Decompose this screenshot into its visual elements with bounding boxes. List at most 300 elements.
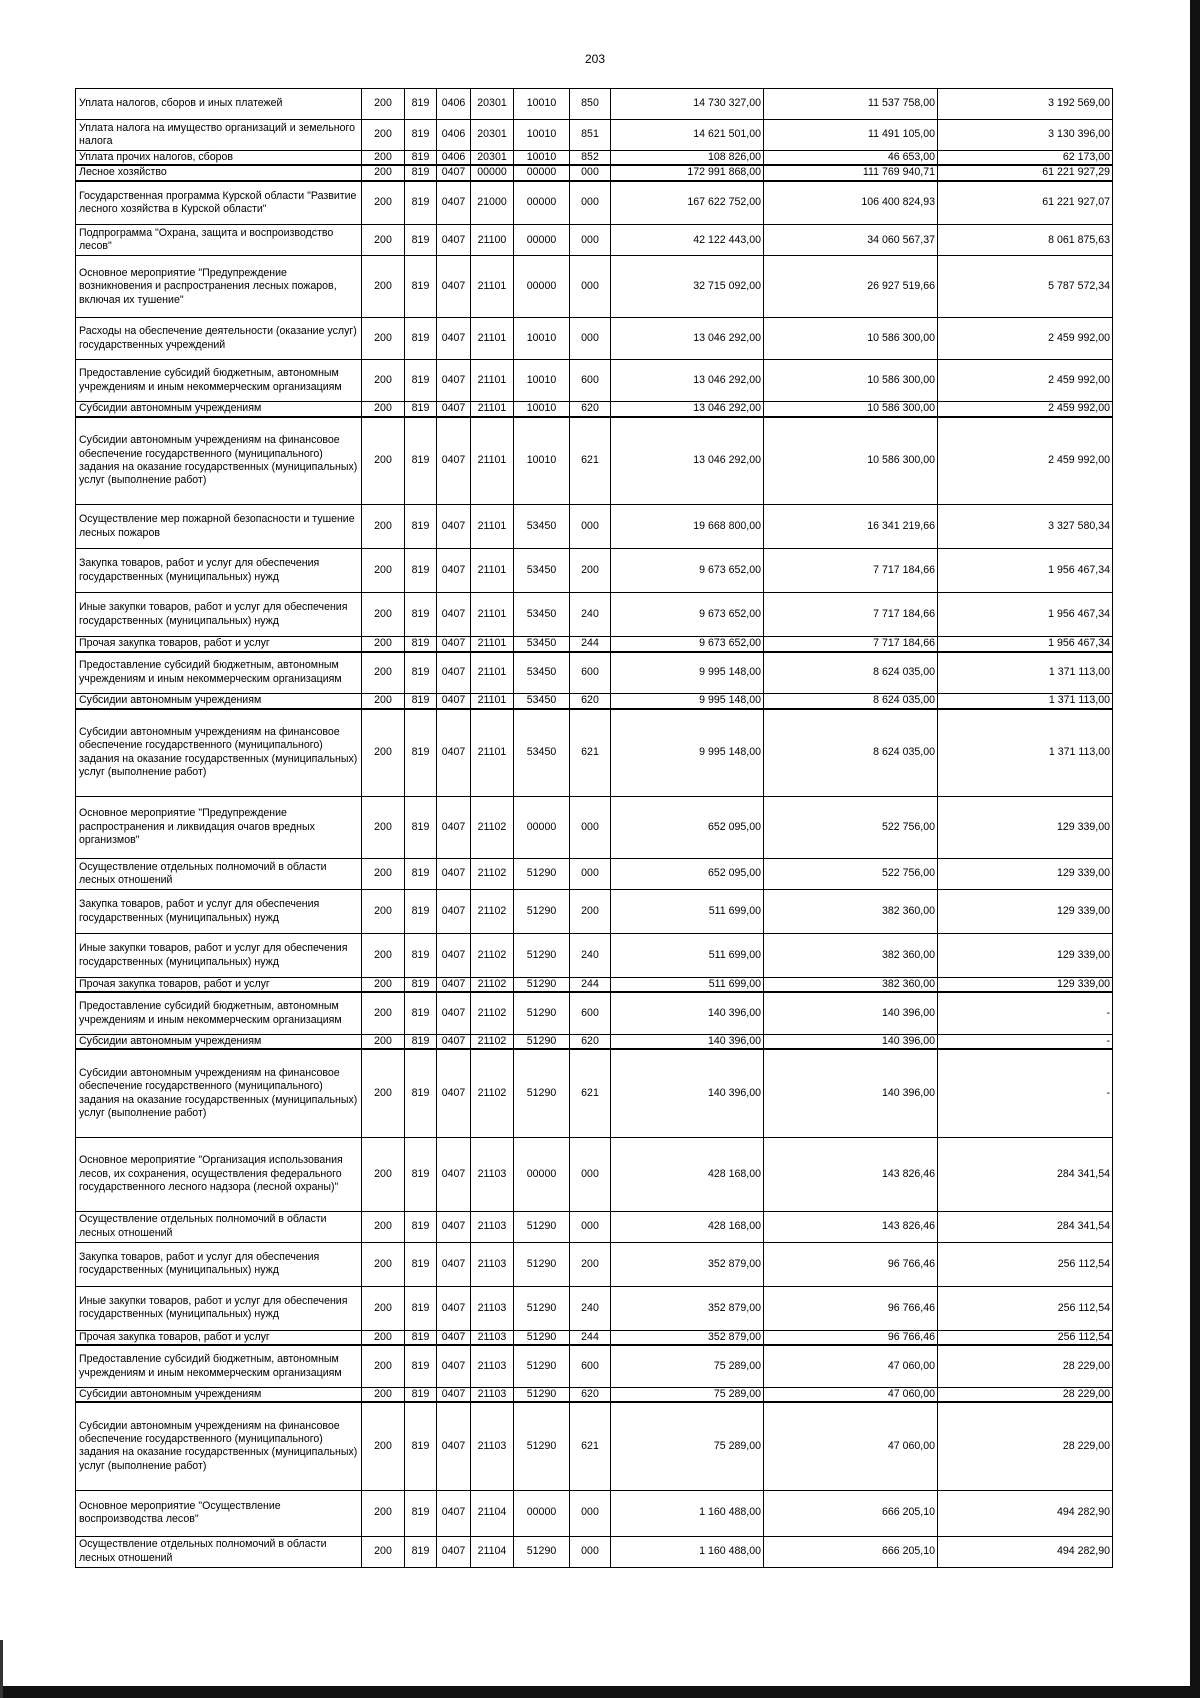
cell-amount-2: 11 491 105,00 xyxy=(764,120,938,151)
cell-name: Предоставление субсидий бюджетным, автономным учреждениям и иным некоммерческим организациям xyxy=(76,1345,362,1387)
cell-code-2: 819 xyxy=(405,225,437,256)
cell-code-2: 819 xyxy=(405,859,437,890)
cell-name: Основное мероприятие "Организация использования лесов, их сохранения, осуществления федерального государственного лесного надзора (лесной охраны)" xyxy=(76,1137,362,1211)
table-row xyxy=(76,318,1113,360)
cell-code-6: 621 xyxy=(570,1402,611,1490)
cell-code-3: 0407 xyxy=(437,890,471,934)
cell-name: Лесное хозяйство xyxy=(76,165,362,180)
cell-code-5: 53450 xyxy=(514,593,570,637)
cell-code-5: 51290 xyxy=(514,1330,570,1345)
cell-code-1: 200 xyxy=(362,1242,405,1286)
cell-code-3: 0407 xyxy=(437,1330,471,1345)
cell-name: Иные закупки товаров, работ и услуг для обеспечения государственных (муниципальных) нужд xyxy=(76,1286,362,1330)
table-row xyxy=(76,637,1113,652)
cell-code-5: 51290 xyxy=(514,1034,570,1049)
cell-code-4: 21102 xyxy=(471,934,514,978)
cell-code-2: 819 xyxy=(405,1402,437,1490)
cell-name: Субсидии автономным учреждениям xyxy=(76,694,362,709)
cell-code-3: 0407 xyxy=(437,694,471,709)
table-row xyxy=(76,505,1113,549)
cell-code-6: 600 xyxy=(570,1345,611,1387)
cell-code-2: 819 xyxy=(405,797,437,859)
cell-code-5: 10010 xyxy=(514,402,570,417)
cell-code-3: 0407 xyxy=(437,637,471,652)
cell-amount-1: 511 699,00 xyxy=(611,934,764,978)
cell-code-3: 0406 xyxy=(437,120,471,151)
cell-amount-1: 140 396,00 xyxy=(611,992,764,1034)
cell-code-6: 200 xyxy=(570,890,611,934)
cell-amount-3: 256 112,54 xyxy=(938,1330,1113,1345)
cell-name: Субсидии автономным учреждениям xyxy=(76,1387,362,1402)
cell-amount-2: 143 826,46 xyxy=(764,1211,938,1242)
cell-code-6: 000 xyxy=(570,181,611,225)
cell-amount-3: 3 130 396,00 xyxy=(938,120,1113,151)
cell-code-3: 0407 xyxy=(437,593,471,637)
cell-code-2: 819 xyxy=(405,978,437,993)
table-row xyxy=(76,89,1113,120)
cell-code-3: 0407 xyxy=(437,709,471,797)
cell-code-1: 200 xyxy=(362,593,405,637)
cell-name: Иные закупки товаров, работ и услуг для обеспечения государственных (муниципальных) нужд xyxy=(76,934,362,978)
cell-amount-3: - xyxy=(938,1049,1113,1137)
cell-amount-3: 5 787 572,34 xyxy=(938,256,1113,318)
cell-code-1: 200 xyxy=(362,1402,405,1490)
cell-code-4: 21102 xyxy=(471,890,514,934)
cell-code-2: 819 xyxy=(405,1536,437,1567)
cell-code-3: 0407 xyxy=(437,797,471,859)
cell-code-2: 819 xyxy=(405,890,437,934)
cell-code-5: 00000 xyxy=(514,165,570,180)
cell-code-1: 200 xyxy=(362,1536,405,1567)
scan-edge-right xyxy=(1190,0,1200,1698)
cell-code-5: 00000 xyxy=(514,1137,570,1211)
cell-name: Предоставление субсидий бюджетным, автономным учреждениям и иным некоммерческим организациям xyxy=(76,360,362,402)
cell-amount-1: 75 289,00 xyxy=(611,1345,764,1387)
cell-code-4: 21102 xyxy=(471,992,514,1034)
cell-code-2: 819 xyxy=(405,165,437,180)
table-row xyxy=(76,151,1113,166)
cell-amount-2: 46 653,00 xyxy=(764,151,938,166)
cell-amount-1: 9 995 148,00 xyxy=(611,652,764,694)
cell-code-2: 819 xyxy=(405,549,437,593)
cell-amount-1: 352 879,00 xyxy=(611,1242,764,1286)
table-row xyxy=(76,934,1113,978)
cell-code-6: 000 xyxy=(570,505,611,549)
cell-amount-2: 522 756,00 xyxy=(764,797,938,859)
cell-code-4: 21101 xyxy=(471,318,514,360)
cell-code-1: 200 xyxy=(362,637,405,652)
cell-code-5: 51290 xyxy=(514,1387,570,1402)
cell-name: Прочая закупка товаров, работ и услуг xyxy=(76,637,362,652)
cell-amount-3: 28 229,00 xyxy=(938,1345,1113,1387)
cell-amount-3: - xyxy=(938,992,1113,1034)
table-row xyxy=(76,1137,1113,1211)
cell-name: Субсидии автономным учреждениям на финансовое обеспечение государственного (муниципального) задания на оказание государственных (муниципальных) услуг (выполнение работ) xyxy=(76,1402,362,1490)
cell-code-5: 53450 xyxy=(514,694,570,709)
table-row xyxy=(76,709,1113,797)
cell-code-4: 21102 xyxy=(471,797,514,859)
cell-amount-2: 11 537 758,00 xyxy=(764,89,938,120)
cell-code-4: 21103 xyxy=(471,1242,514,1286)
table-row xyxy=(76,652,1113,694)
cell-code-5: 51290 xyxy=(514,890,570,934)
cell-name: Расходы на обеспечение деятельности (оказание услуг) государственных учреждений xyxy=(76,318,362,360)
cell-code-5: 53450 xyxy=(514,505,570,549)
cell-amount-2: 522 756,00 xyxy=(764,859,938,890)
cell-code-4: 21102 xyxy=(471,1049,514,1137)
cell-amount-2: 143 826,46 xyxy=(764,1137,938,1211)
cell-amount-1: 352 879,00 xyxy=(611,1330,764,1345)
cell-name: Закупка товаров, работ и услуг для обеспечения государственных (муниципальных) нужд xyxy=(76,1242,362,1286)
cell-code-5: 00000 xyxy=(514,797,570,859)
cell-code-1: 200 xyxy=(362,225,405,256)
cell-code-3: 0407 xyxy=(437,505,471,549)
cell-amount-2: 111 769 940,71 xyxy=(764,165,938,180)
cell-name: Предоставление субсидий бюджетным, автономным учреждениям и иным некоммерческим организациям xyxy=(76,652,362,694)
cell-code-2: 819 xyxy=(405,1137,437,1211)
cell-amount-1: 652 095,00 xyxy=(611,797,764,859)
cell-code-1: 200 xyxy=(362,151,405,166)
cell-code-1: 200 xyxy=(362,859,405,890)
cell-code-2: 819 xyxy=(405,1211,437,1242)
cell-code-4: 21101 xyxy=(471,549,514,593)
cell-code-6: 000 xyxy=(570,1536,611,1567)
cell-code-1: 200 xyxy=(362,992,405,1034)
cell-code-5: 00000 xyxy=(514,181,570,225)
cell-code-6: 600 xyxy=(570,992,611,1034)
budget-table xyxy=(75,88,1113,1568)
cell-amount-2: 8 624 035,00 xyxy=(764,652,938,694)
cell-amount-2: 47 060,00 xyxy=(764,1345,938,1387)
cell-code-6: 200 xyxy=(570,1242,611,1286)
cell-code-6: 620 xyxy=(570,1034,611,1049)
cell-code-6: 600 xyxy=(570,360,611,402)
cell-code-2: 819 xyxy=(405,1034,437,1049)
cell-code-4: 21101 xyxy=(471,709,514,797)
cell-code-3: 0407 xyxy=(437,1211,471,1242)
cell-amount-1: 14 621 501,00 xyxy=(611,120,764,151)
cell-code-2: 819 xyxy=(405,1242,437,1286)
cell-amount-3: 28 229,00 xyxy=(938,1402,1113,1490)
cell-name: Основное мероприятие "Предупреждение возникновения и распространения лесных пожаров, включая их тушение" xyxy=(76,256,362,318)
cell-code-5: 53450 xyxy=(514,637,570,652)
table-row xyxy=(76,890,1113,934)
cell-code-1: 200 xyxy=(362,1490,405,1536)
cell-name: Субсидии автономным учреждениям xyxy=(76,1034,362,1049)
cell-name: Осуществление мер пожарной безопасности и тушение лесных пожаров xyxy=(76,505,362,549)
cell-code-3: 0407 xyxy=(437,1034,471,1049)
cell-amount-3: 256 112,54 xyxy=(938,1286,1113,1330)
cell-code-6: 000 xyxy=(570,859,611,890)
cell-amount-1: 9 995 148,00 xyxy=(611,694,764,709)
table-row xyxy=(76,360,1113,402)
cell-code-3: 0407 xyxy=(437,1049,471,1137)
cell-amount-1: 13 046 292,00 xyxy=(611,318,764,360)
cell-code-4: 21104 xyxy=(471,1536,514,1567)
cell-code-5: 51290 xyxy=(514,1536,570,1567)
cell-amount-1: 9 673 652,00 xyxy=(611,549,764,593)
cell-code-4: 21101 xyxy=(471,256,514,318)
cell-amount-1: 9 673 652,00 xyxy=(611,593,764,637)
cell-code-1: 200 xyxy=(362,1049,405,1137)
cell-amount-2: 106 400 824,93 xyxy=(764,181,938,225)
cell-code-1: 200 xyxy=(362,1211,405,1242)
cell-amount-3: 3 192 569,00 xyxy=(938,89,1113,120)
cell-amount-2: 7 717 184,66 xyxy=(764,593,938,637)
table-row xyxy=(76,225,1113,256)
cell-amount-3: 284 341,54 xyxy=(938,1137,1113,1211)
cell-amount-3: 494 282,90 xyxy=(938,1536,1113,1567)
cell-amount-1: 13 046 292,00 xyxy=(611,417,764,505)
cell-code-5: 00000 xyxy=(514,1490,570,1536)
cell-code-2: 819 xyxy=(405,694,437,709)
cell-code-1: 200 xyxy=(362,360,405,402)
cell-amount-1: 42 122 443,00 xyxy=(611,225,764,256)
cell-amount-2: 7 717 184,66 xyxy=(764,549,938,593)
cell-amount-2: 140 396,00 xyxy=(764,992,938,1034)
cell-amount-2: 10 586 300,00 xyxy=(764,417,938,505)
cell-code-3: 0406 xyxy=(437,89,471,120)
cell-amount-3: 1 371 113,00 xyxy=(938,709,1113,797)
cell-code-6: 852 xyxy=(570,151,611,166)
cell-code-1: 200 xyxy=(362,1387,405,1402)
cell-code-5: 51290 xyxy=(514,1211,570,1242)
cell-code-4: 21101 xyxy=(471,417,514,505)
table-row xyxy=(76,1402,1113,1490)
cell-code-5: 00000 xyxy=(514,256,570,318)
cell-name: Субсидии автономным учреждениям xyxy=(76,402,362,417)
cell-name: Основное мероприятие "Осуществление воспроизводства лесов" xyxy=(76,1490,362,1536)
cell-code-3: 0407 xyxy=(437,978,471,993)
cell-code-5: 53450 xyxy=(514,549,570,593)
table-row xyxy=(76,797,1113,859)
cell-name: Уплата налога на имущество организаций и земельного налога xyxy=(76,120,362,151)
cell-code-3: 0407 xyxy=(437,652,471,694)
cell-code-3: 0407 xyxy=(437,318,471,360)
cell-code-5: 51290 xyxy=(514,1286,570,1330)
cell-code-1: 200 xyxy=(362,318,405,360)
cell-code-3: 0407 xyxy=(437,225,471,256)
cell-amount-2: 140 396,00 xyxy=(764,1049,938,1137)
table-row xyxy=(76,694,1113,709)
table-row xyxy=(76,1387,1113,1402)
cell-code-6: 600 xyxy=(570,652,611,694)
cell-code-3: 0406 xyxy=(437,151,471,166)
cell-code-3: 0407 xyxy=(437,1387,471,1402)
cell-name: Осуществление отдельных полномочий в области лесных отношений xyxy=(76,1211,362,1242)
cell-code-2: 819 xyxy=(405,1049,437,1137)
cell-code-6: 000 xyxy=(570,165,611,180)
cell-code-1: 200 xyxy=(362,1034,405,1049)
cell-code-5: 51290 xyxy=(514,859,570,890)
cell-amount-3: 1 371 113,00 xyxy=(938,652,1113,694)
cell-code-4: 21101 xyxy=(471,505,514,549)
cell-amount-1: 172 991 868,00 xyxy=(611,165,764,180)
cell-amount-1: 13 046 292,00 xyxy=(611,402,764,417)
cell-code-1: 200 xyxy=(362,797,405,859)
cell-code-4: 21101 xyxy=(471,402,514,417)
cell-code-6: 000 xyxy=(570,1490,611,1536)
table-row xyxy=(76,1330,1113,1345)
cell-code-3: 0407 xyxy=(437,549,471,593)
cell-code-6: 000 xyxy=(570,225,611,256)
cell-code-4: 21000 xyxy=(471,181,514,225)
cell-amount-3: 129 339,00 xyxy=(938,978,1113,993)
cell-amount-2: 16 341 219,66 xyxy=(764,505,938,549)
cell-amount-2: 47 060,00 xyxy=(764,1402,938,1490)
cell-amount-3: 2 459 992,00 xyxy=(938,360,1113,402)
cell-code-2: 819 xyxy=(405,637,437,652)
cell-amount-2: 47 060,00 xyxy=(764,1387,938,1402)
cell-amount-1: 108 826,00 xyxy=(611,151,764,166)
cell-code-4: 21103 xyxy=(471,1345,514,1387)
cell-code-6: 244 xyxy=(570,637,611,652)
cell-code-6: 621 xyxy=(570,1049,611,1137)
cell-amount-3: 129 339,00 xyxy=(938,859,1113,890)
table-row xyxy=(76,402,1113,417)
cell-amount-1: 19 668 800,00 xyxy=(611,505,764,549)
cell-code-6: 000 xyxy=(570,256,611,318)
cell-amount-1: 167 622 752,00 xyxy=(611,181,764,225)
cell-code-2: 819 xyxy=(405,652,437,694)
cell-code-4: 21103 xyxy=(471,1211,514,1242)
cell-code-4: 21103 xyxy=(471,1330,514,1345)
cell-amount-3: 1 956 467,34 xyxy=(938,637,1113,652)
cell-amount-3: 3 327 580,34 xyxy=(938,505,1113,549)
cell-name: Закупка товаров, работ и услуг для обеспечения государственных (муниципальных) нужд xyxy=(76,549,362,593)
cell-code-5: 51290 xyxy=(514,978,570,993)
cell-code-2: 819 xyxy=(405,992,437,1034)
table-row xyxy=(76,1286,1113,1330)
cell-name: Субсидии автономным учреждениям на финансовое обеспечение государственного (муниципального) задания на оказание государственных (муниципальных) услуг (выполнение работ) xyxy=(76,417,362,505)
cell-code-1: 200 xyxy=(362,1330,405,1345)
cell-code-2: 819 xyxy=(405,151,437,166)
cell-code-6: 240 xyxy=(570,934,611,978)
cell-amount-3: 256 112,54 xyxy=(938,1242,1113,1286)
cell-code-2: 819 xyxy=(405,709,437,797)
cell-code-1: 200 xyxy=(362,549,405,593)
cell-code-3: 0407 xyxy=(437,1490,471,1536)
cell-code-1: 200 xyxy=(362,89,405,120)
cell-code-4: 20301 xyxy=(471,89,514,120)
cell-code-6: 244 xyxy=(570,1330,611,1345)
cell-amount-1: 140 396,00 xyxy=(611,1049,764,1137)
cell-amount-3: 1 956 467,34 xyxy=(938,593,1113,637)
cell-code-5: 53450 xyxy=(514,709,570,797)
cell-code-3: 0407 xyxy=(437,992,471,1034)
cell-amount-3: 129 339,00 xyxy=(938,797,1113,859)
cell-amount-2: 382 360,00 xyxy=(764,890,938,934)
cell-amount-2: 96 766,46 xyxy=(764,1286,938,1330)
cell-name: Осуществление отдельных полномочий в области лесных отношений xyxy=(76,1536,362,1567)
cell-amount-1: 32 715 092,00 xyxy=(611,256,764,318)
cell-code-2: 819 xyxy=(405,360,437,402)
cell-code-3: 0407 xyxy=(437,256,471,318)
cell-code-4: 21102 xyxy=(471,859,514,890)
cell-code-1: 200 xyxy=(362,181,405,225)
cell-code-1: 200 xyxy=(362,978,405,993)
cell-amount-1: 13 046 292,00 xyxy=(611,360,764,402)
cell-code-2: 819 xyxy=(405,505,437,549)
table-row xyxy=(76,1536,1113,1567)
cell-code-2: 819 xyxy=(405,1330,437,1345)
cell-code-2: 819 xyxy=(405,1490,437,1536)
cell-amount-3: 494 282,90 xyxy=(938,1490,1113,1536)
scan-edge-left xyxy=(0,1640,3,1698)
table-row xyxy=(76,978,1113,993)
cell-code-1: 200 xyxy=(362,1286,405,1330)
cell-code-5: 51290 xyxy=(514,992,570,1034)
cell-code-5: 51290 xyxy=(514,1402,570,1490)
cell-name: Подпрограмма "Охрана, защита и воспроизводство лесов" xyxy=(76,225,362,256)
cell-amount-2: 7 717 184,66 xyxy=(764,637,938,652)
cell-code-5: 00000 xyxy=(514,225,570,256)
cell-code-1: 200 xyxy=(362,402,405,417)
cell-code-5: 51290 xyxy=(514,1345,570,1387)
cell-code-1: 200 xyxy=(362,165,405,180)
cell-name: Государственная программа Курской области "Развитие лесного хозяйства в Курской области" xyxy=(76,181,362,225)
cell-code-3: 0407 xyxy=(437,1536,471,1567)
cell-code-2: 819 xyxy=(405,120,437,151)
cell-amount-2: 140 396,00 xyxy=(764,1034,938,1049)
cell-amount-3: 129 339,00 xyxy=(938,890,1113,934)
cell-code-6: 240 xyxy=(570,1286,611,1330)
cell-amount-1: 511 699,00 xyxy=(611,890,764,934)
cell-amount-3: 28 229,00 xyxy=(938,1387,1113,1402)
cell-code-4: 21104 xyxy=(471,1490,514,1536)
cell-code-6: 621 xyxy=(570,417,611,505)
cell-amount-3: 61 221 927,29 xyxy=(938,165,1113,180)
cell-code-4: 21103 xyxy=(471,1137,514,1211)
cell-code-4: 21101 xyxy=(471,652,514,694)
cell-code-1: 200 xyxy=(362,694,405,709)
cell-code-6: 200 xyxy=(570,549,611,593)
cell-code-2: 819 xyxy=(405,89,437,120)
cell-code-4: 21103 xyxy=(471,1402,514,1490)
cell-code-4: 20301 xyxy=(471,151,514,166)
cell-amount-1: 352 879,00 xyxy=(611,1286,764,1330)
cell-code-6: 850 xyxy=(570,89,611,120)
cell-code-3: 0407 xyxy=(437,1345,471,1387)
cell-code-3: 0407 xyxy=(437,402,471,417)
cell-code-5: 10010 xyxy=(514,89,570,120)
cell-code-5: 10010 xyxy=(514,318,570,360)
cell-code-2: 819 xyxy=(405,934,437,978)
cell-amount-1: 428 168,00 xyxy=(611,1137,764,1211)
cell-code-6: 000 xyxy=(570,1137,611,1211)
cell-code-3: 0407 xyxy=(437,165,471,180)
cell-code-2: 819 xyxy=(405,1387,437,1402)
page-number: 203 xyxy=(584,52,606,66)
table-row xyxy=(76,1049,1113,1137)
cell-code-2: 819 xyxy=(405,181,437,225)
cell-amount-1: 1 160 488,00 xyxy=(611,1490,764,1536)
cell-code-5: 10010 xyxy=(514,360,570,402)
cell-code-4: 00000 xyxy=(471,165,514,180)
cell-code-1: 200 xyxy=(362,934,405,978)
cell-code-6: 620 xyxy=(570,402,611,417)
cell-code-3: 0407 xyxy=(437,859,471,890)
cell-code-1: 200 xyxy=(362,417,405,505)
cell-code-6: 620 xyxy=(570,1387,611,1402)
cell-amount-2: 26 927 519,66 xyxy=(764,256,938,318)
cell-amount-3: 2 459 992,00 xyxy=(938,318,1113,360)
cell-code-6: 000 xyxy=(570,318,611,360)
cell-name: Уплата прочих налогов, сборов xyxy=(76,151,362,166)
cell-code-4: 21102 xyxy=(471,978,514,993)
table-row xyxy=(76,1034,1113,1049)
cell-code-3: 0407 xyxy=(437,1402,471,1490)
